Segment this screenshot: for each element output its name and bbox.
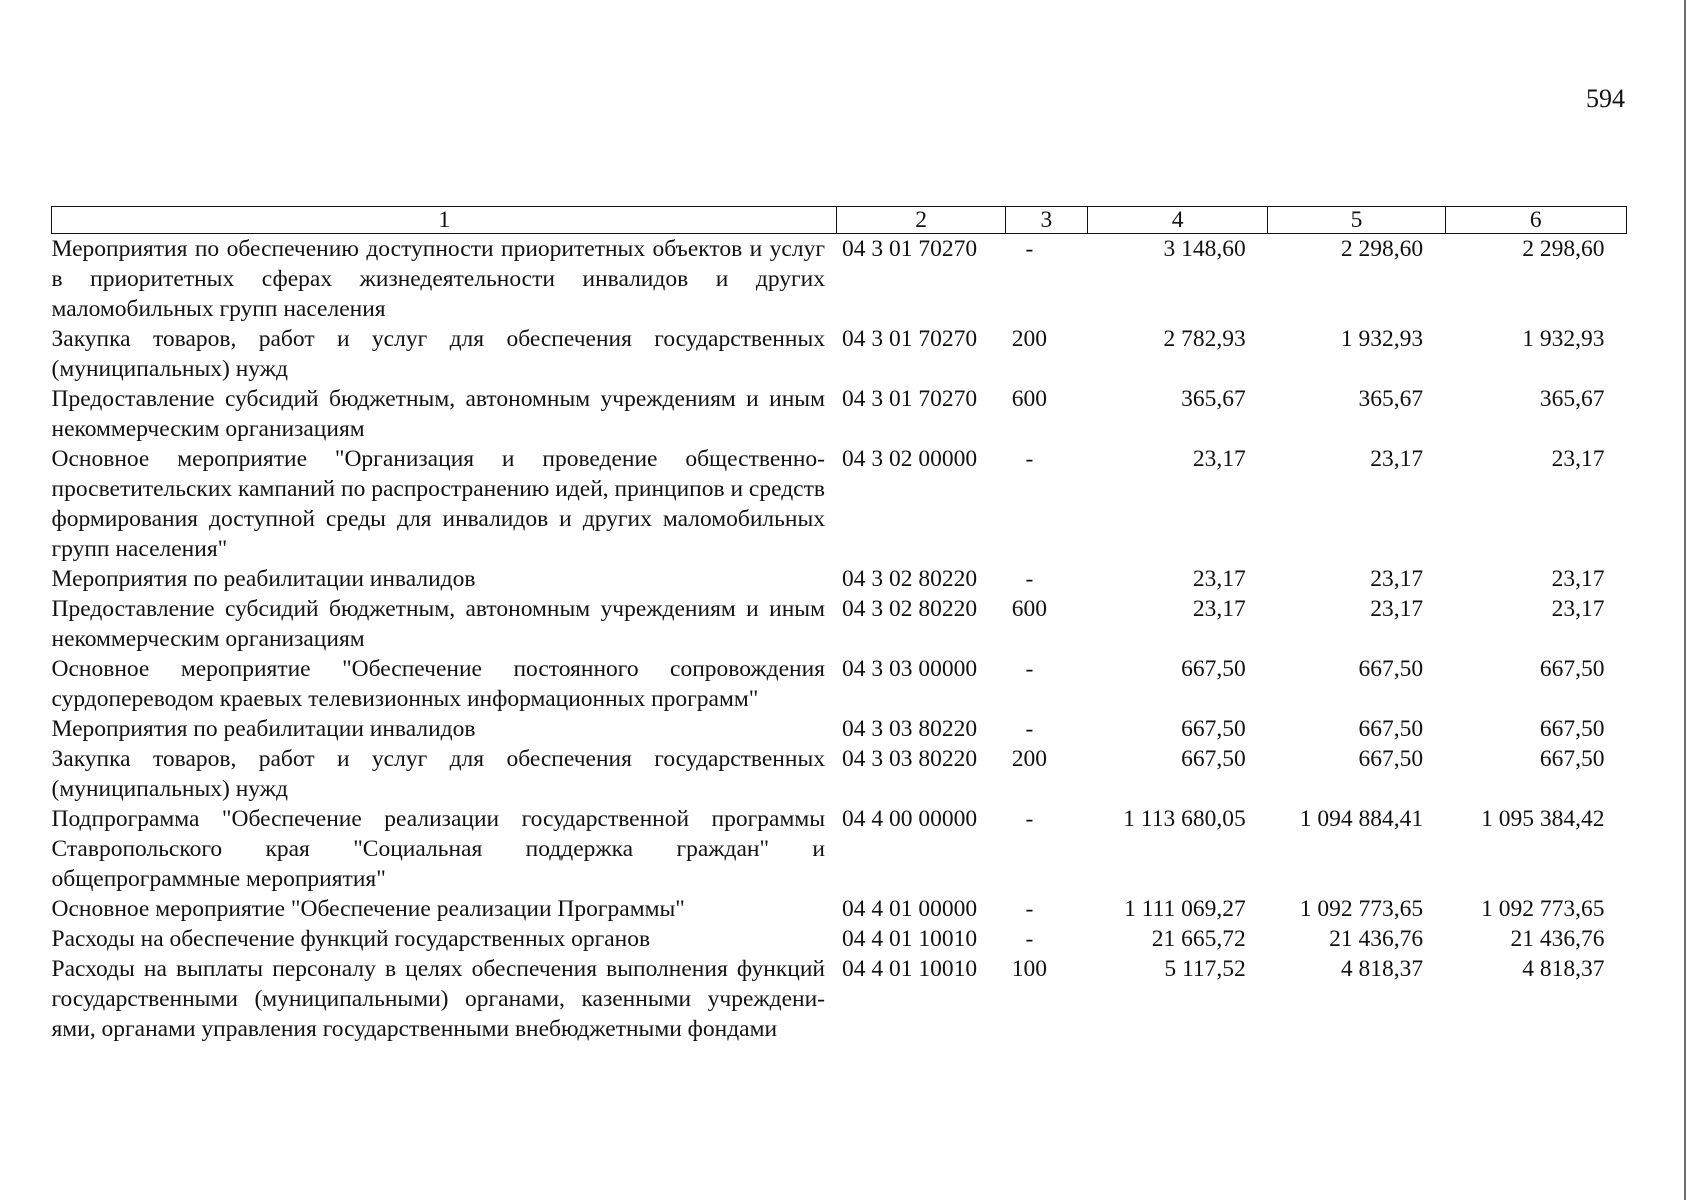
table-row [52, 324, 1627, 384]
budget-table [51, 206, 1627, 1044]
row-amount-year-1: 3 148,60 [1163, 236, 1246, 262]
row-amount-year-1: 365,67 [1181, 386, 1246, 412]
row-amount-year-3: 23,17 [1551, 566, 1605, 592]
row-amount-year-1: 23,17 [1192, 596, 1246, 622]
row-expense-type: 600 [1011, 386, 1047, 412]
table-header-row [52, 207, 1627, 234]
row-amount-year-3: 23,17 [1551, 446, 1605, 472]
row-classification-code: 04 3 02 00000 [841, 446, 978, 472]
row-amount-year-3: 667,50 [1539, 656, 1605, 682]
row-amount-year-3: 1 092 773,65 [1481, 896, 1605, 922]
row-amount-year-3: 23,17 [1551, 596, 1605, 622]
row-description: Основное мероприятие "Обеспечение постоянного сопровождения сурдопереводом краевых телевизионных информационных программ" [51, 656, 825, 712]
table-body [52, 234, 1627, 1045]
row-classification-code: 04 4 01 10010 [841, 956, 978, 982]
row-description: Предоставление субсидий бюджетным, автономным учреждениям и иным некоммерческим организациям [51, 386, 825, 442]
row-description: Расходы на выплаты персоналу в целях обеспечения выполнения функций государственными (муниципальными) органами, казенными учреждени-ями, органами управления государственными внебюджетными фондами [51, 956, 825, 1042]
row-expense-type: - [1025, 236, 1034, 262]
page-edge-shadow [1684, 0, 1686, 1200]
budget-table-container [51, 206, 1627, 1044]
row-expense-type: 200 [1011, 746, 1047, 772]
row-description: Мероприятия по реабилитации инвалидов [51, 566, 476, 592]
row-amount-year-1: 2 782,93 [1163, 326, 1246, 352]
row-amount-year-3: 21 436,76 [1510, 926, 1605, 952]
column-header-6: 6 [1445, 207, 1626, 234]
row-description: Закупка товаров, работ и услуг для обеспечения государственных (муниципальных) нужд [51, 326, 825, 382]
row-expense-type: - [1025, 656, 1034, 682]
row-amount-year-3: 4 818,37 [1522, 956, 1605, 982]
column-header-2: 2 [837, 207, 1005, 234]
row-amount-year-3: 667,50 [1539, 716, 1605, 742]
row-classification-code: 04 3 03 80220 [841, 716, 978, 742]
row-amount-year-2: 23,17 [1370, 446, 1424, 472]
row-expense-type: 200 [1011, 326, 1047, 352]
row-classification-code: 04 3 01 70270 [841, 386, 978, 412]
row-description: Предоставление субсидий бюджетным, автономным учреждениям и иным некоммерческим организациям [51, 596, 825, 652]
row-amount-year-1: 1 113 680,05 [1123, 806, 1246, 832]
row-description: Расходы на обеспечение функций государственных органов [51, 926, 651, 952]
column-header-5: 5 [1268, 207, 1445, 234]
row-description: Мероприятия по обеспечению доступности приоритетных объектов и услуг в приоритетных сферах жизнедеятельности инвалидов и других маломобильных групп населения [51, 236, 825, 322]
table-row [52, 564, 1627, 594]
row-expense-type: - [1025, 566, 1034, 592]
row-description: Основное мероприятие "Организация и проведение общественно-просветительских кампаний по распространению идей, принципов и средств формирования доступной среды для инвалидов и других маломобильных групп населения" [51, 446, 825, 562]
row-classification-code: 04 4 01 10010 [841, 926, 978, 952]
table-row [52, 924, 1627, 954]
table-row [52, 594, 1627, 654]
table-row [52, 714, 1627, 744]
page-number: 594 [1586, 84, 1625, 113]
row-classification-code: 04 3 02 80220 [841, 596, 978, 622]
row-amount-year-1: 667,50 [1181, 656, 1246, 682]
column-header-3: 3 [1005, 207, 1087, 234]
table-row [52, 804, 1627, 894]
row-amount-year-2: 23,17 [1370, 596, 1424, 622]
row-amount-year-1: 667,50 [1181, 746, 1246, 772]
row-expense-type: - [1025, 716, 1034, 742]
column-header-1: 1 [52, 207, 837, 234]
row-classification-code: 04 3 02 80220 [841, 566, 978, 592]
table-row [52, 744, 1627, 804]
row-amount-year-2: 1 932,93 [1340, 326, 1424, 352]
row-classification-code: 04 3 01 70270 [841, 236, 978, 262]
row-amount-year-3: 1 932,93 [1522, 326, 1605, 352]
table-row [52, 384, 1627, 444]
row-amount-year-2: 667,50 [1358, 656, 1424, 682]
row-amount-year-2: 4 818,37 [1340, 956, 1424, 982]
row-amount-year-1: 667,50 [1181, 716, 1246, 742]
row-description: Основное мероприятие "Обеспечение реализации Программы" [51, 896, 685, 922]
row-classification-code: 04 4 01 00000 [841, 896, 978, 922]
row-amount-year-2: 1 092 773,65 [1299, 896, 1424, 922]
row-description: Мероприятия по реабилитации инвалидов [51, 716, 476, 742]
row-amount-year-2: 667,50 [1358, 716, 1424, 742]
row-classification-code: 04 3 03 80220 [841, 746, 978, 772]
row-expense-type: - [1025, 926, 1034, 952]
row-amount-year-2: 2 298,60 [1340, 236, 1424, 262]
table-row [52, 954, 1627, 1044]
row-amount-year-1: 23,17 [1192, 566, 1246, 592]
table-row [52, 234, 1627, 325]
row-amount-year-2: 1 094 884,41 [1299, 806, 1424, 832]
row-expense-type: 100 [1011, 956, 1047, 982]
row-amount-year-2: 365,67 [1358, 386, 1424, 412]
row-amount-year-1: 21 665,72 [1151, 926, 1246, 952]
row-expense-type: 600 [1011, 596, 1047, 622]
row-amount-year-3: 667,50 [1539, 746, 1605, 772]
row-expense-type: - [1025, 896, 1034, 922]
row-amount-year-1: 23,17 [1192, 446, 1246, 472]
row-amount-year-1: 5 117,52 [1164, 956, 1246, 982]
row-amount-year-1: 1 111 069,27 [1124, 896, 1246, 922]
table-row [52, 654, 1627, 714]
row-description: Подпрограмма "Обеспечение реализации государственной программы Ставропольского края "Социальная поддержка граждан" и общепрограммные мероприятия" [51, 806, 825, 892]
table-row [52, 444, 1627, 564]
row-amount-year-3: 1 095 384,42 [1481, 806, 1605, 832]
row-amount-year-3: 2 298,60 [1522, 236, 1605, 262]
row-amount-year-2: 23,17 [1370, 566, 1424, 592]
row-amount-year-2: 21 436,76 [1329, 926, 1424, 952]
table-row [52, 894, 1627, 924]
row-description: Закупка товаров, работ и услуг для обеспечения государственных (муниципальных) нужд [51, 746, 825, 802]
row-amount-year-2: 667,50 [1358, 746, 1424, 772]
row-expense-type: - [1025, 806, 1034, 832]
column-header-4: 4 [1087, 207, 1267, 234]
row-classification-code: 04 4 00 00000 [841, 806, 978, 832]
row-classification-code: 04 3 01 70270 [841, 326, 978, 352]
row-classification-code: 04 3 03 00000 [841, 656, 978, 682]
row-amount-year-3: 365,67 [1539, 386, 1605, 412]
row-expense-type: - [1025, 446, 1034, 472]
